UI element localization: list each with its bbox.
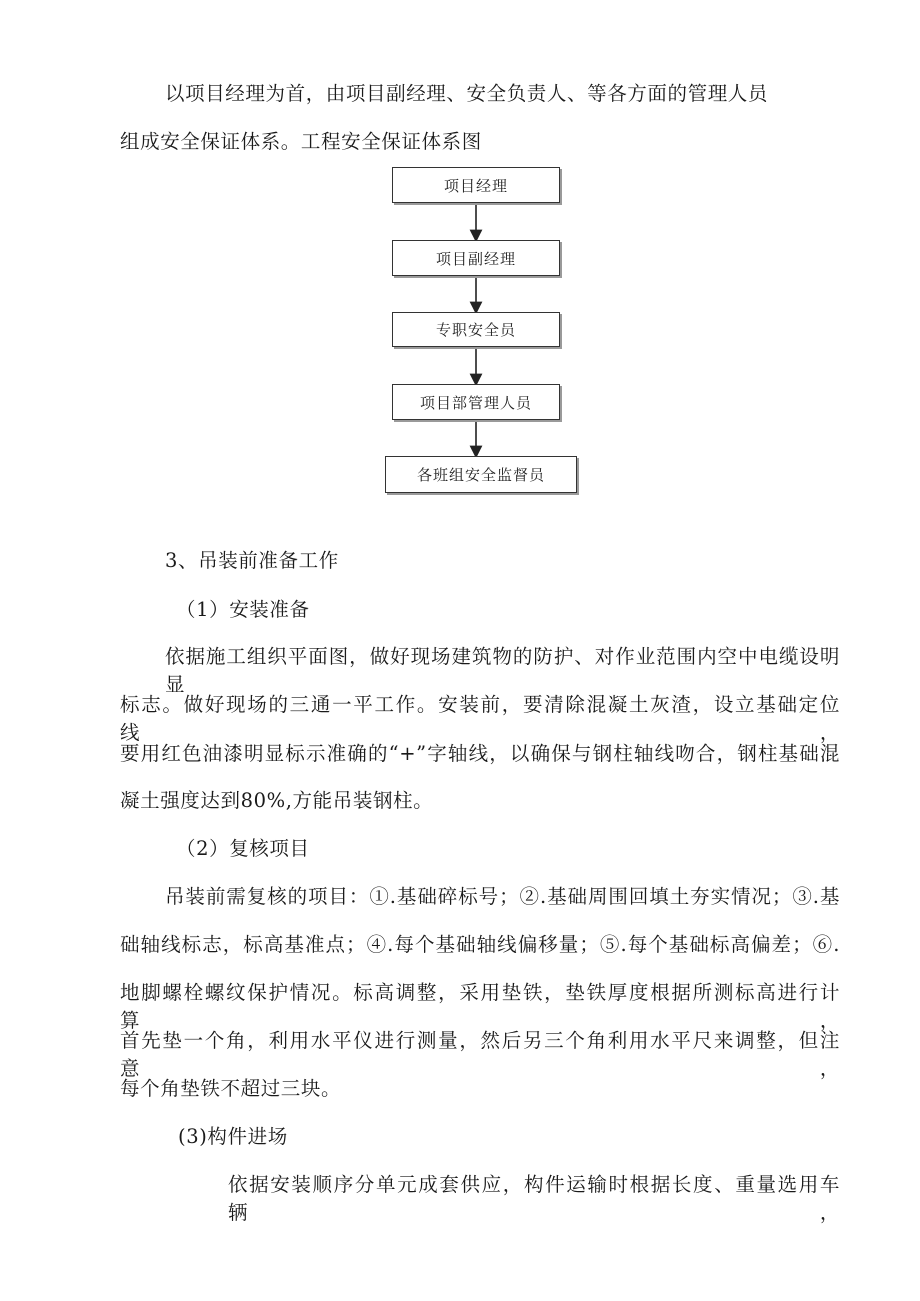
sub2-line-4: 首先垫一个角，利用水平仪进行测量，然后另三个角利用水平尺来调整，但注意， xyxy=(120,1029,840,1080)
sub1-line-2: 标志。做好现场的三通一平工作。安装前，要清除混凝土灰渣，设立基础定位线， xyxy=(120,693,840,744)
flow-box-deputy-manager: 项目副经理 xyxy=(392,240,560,276)
flow-box-safety-officer: 专职安全员 xyxy=(392,312,560,347)
flow-box-dept-staff: 项目部管理人员 xyxy=(392,384,560,420)
sub1-heading: （1）安装准备 xyxy=(176,598,310,621)
flow-box-team-supervisor: 各班组安全监督员 xyxy=(385,456,577,493)
flow-box-project-manager: 项目经理 xyxy=(392,167,560,203)
sub3-line-1: 依据安装顺序分单元成套供应，构件运输时根据长度、重量选用车辆， xyxy=(228,1173,840,1224)
section-3-heading: 3、吊装前准备工作 xyxy=(165,549,339,572)
sub1-line-3: 要用红色油漆明显标示准确的“+”字轴线，以确保与钢柱轴线吻合，钢柱基础混 xyxy=(120,742,840,765)
intro-line-2: 组成安全保证体系。工程安全保证体系图 xyxy=(120,130,482,153)
sub2-line-5: 每个角垫铁不超过三块。 xyxy=(120,1077,342,1100)
sub2-line-2: 础轴线标志，标高基准点；④.每个基础轴线偏移量；⑤.每个基础标高偏差；⑥. xyxy=(120,933,840,956)
sub2-line-1: 吊装前需复核的项目：①.基础碎标号；②.基础周围回填土夯实情况；③.基 xyxy=(165,885,840,908)
sub1-line-1: 依据施工组织平面图，做好现场建筑物的防护、对作业范围内空中电缆设明显 xyxy=(165,645,840,696)
intro-line-1: 以项目经理为首，由项目副经理、安全负责人、等各方面的管理人员 xyxy=(165,82,769,105)
sub3-heading: (3)构件进场 xyxy=(178,1125,288,1148)
sub2-line-3: 地脚螺栓螺纹保护情况。标高调整，采用垫铁，垫铁厚度根据所测标高进行计算， xyxy=(120,981,840,1032)
sub2-heading: （2）复核项目 xyxy=(176,837,310,860)
sub1-line-4: 凝土强度达到80%,方能吊装钢柱。 xyxy=(120,789,434,812)
